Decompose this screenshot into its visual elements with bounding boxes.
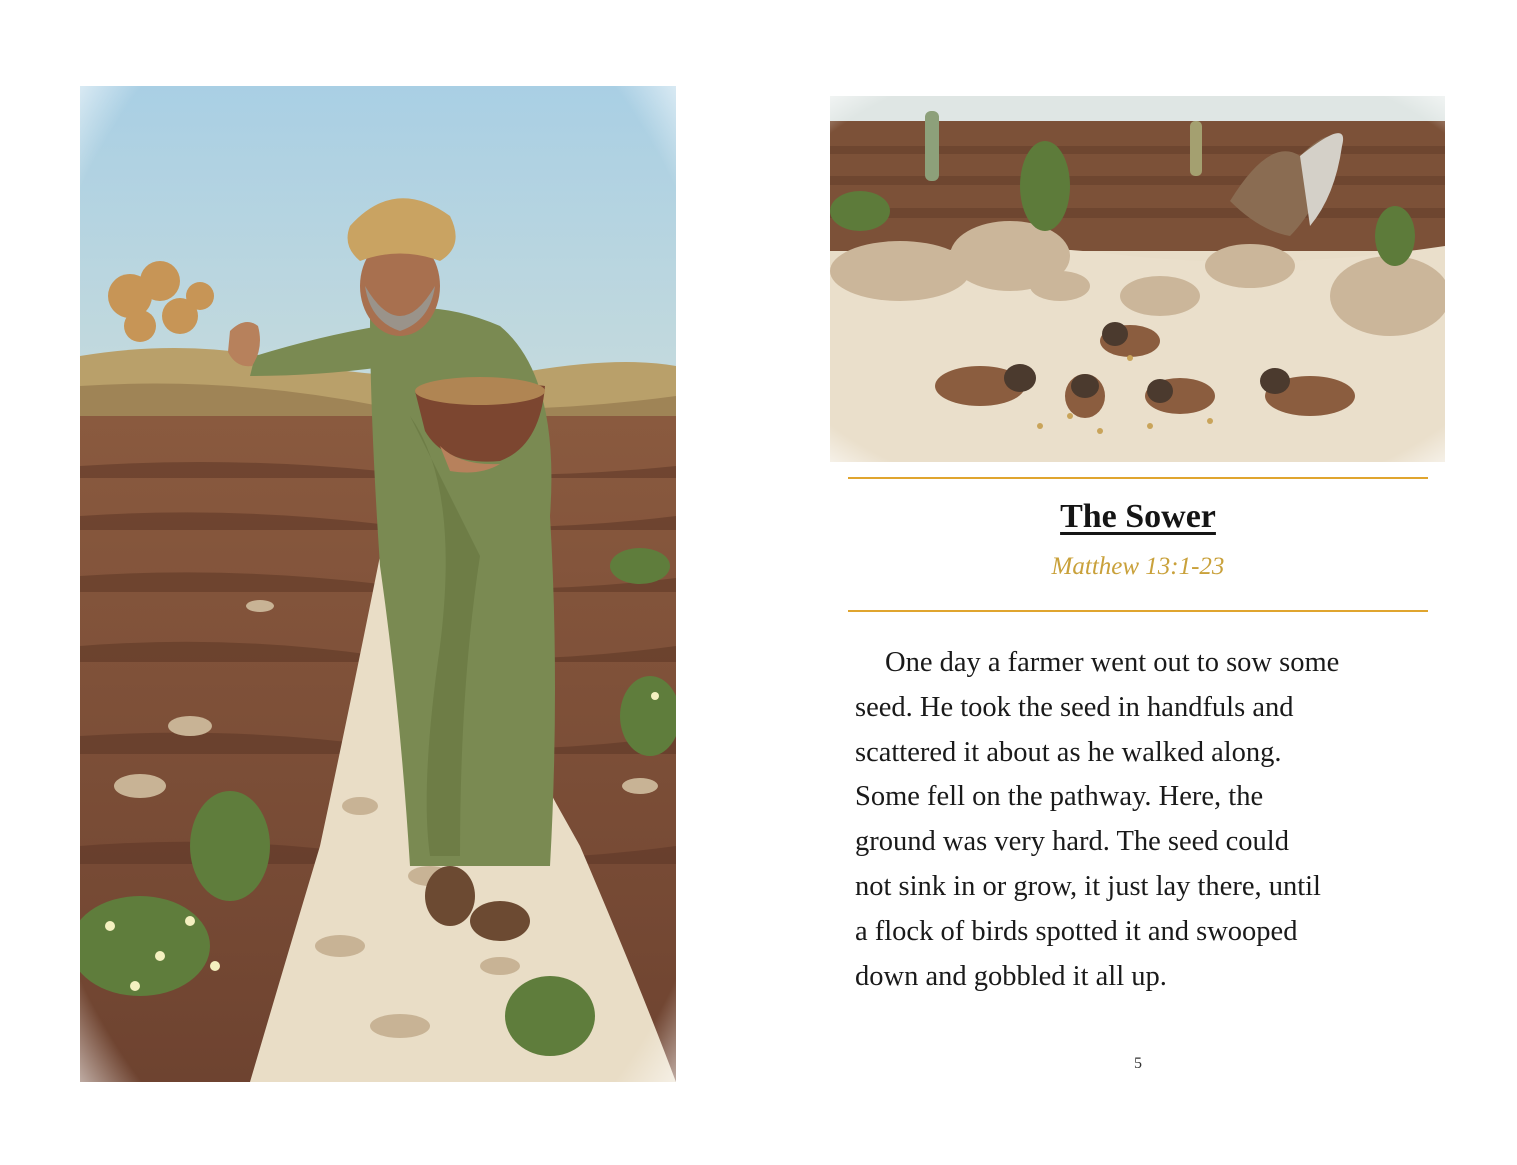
- story-line: ground was very hard. The seed could: [855, 826, 1289, 858]
- sparrows-illustration: [830, 96, 1445, 462]
- story-line: seed. He took the seed in handfuls and: [855, 691, 1294, 723]
- sower-illustration: [80, 86, 676, 1082]
- story-line: down and gobbled it all up.: [855, 960, 1167, 992]
- title-bottom-divider: [848, 610, 1428, 612]
- story-text: [855, 641, 1430, 999]
- page-title: The Sower: [1060, 498, 1216, 535]
- scripture-reference: Matthew 13:1-23: [1051, 553, 1225, 580]
- story-line: scattered it about as he walked along.: [855, 736, 1282, 768]
- story-line: not sink in or grow, it just lay there, until: [855, 870, 1321, 902]
- story-line: One day a farmer went out to sow some: [885, 647, 1340, 678]
- story-line: Some fell on the pathway. Here, the: [855, 781, 1264, 813]
- story-line: a flock of birds spotted it and swooped: [855, 915, 1298, 947]
- title-top-divider: [848, 477, 1428, 479]
- page-number: 5: [1134, 1055, 1142, 1072]
